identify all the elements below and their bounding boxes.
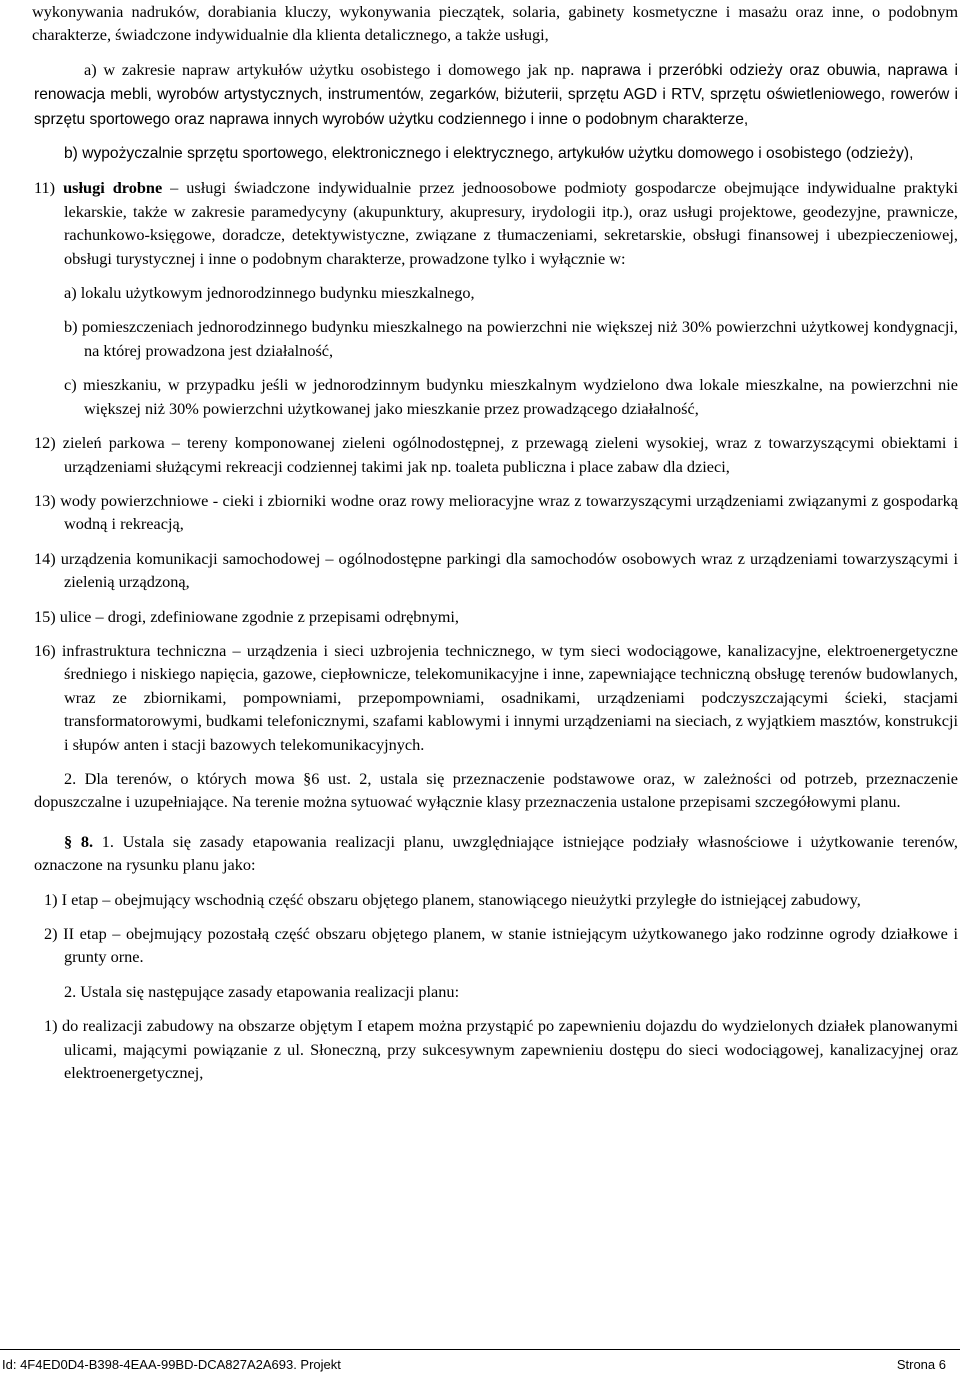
document-body [34,0,958,1084]
list-item-a-repairs-lead: a) w zakresie napraw artykułów użytku osobistego i domowego jak np. [84,59,575,79]
list-item-13-waters: 13) wody powierzchniowe - cieki i zbiorniki wodne oraz rowy melioracyjne wraz z towarzyszącymi urządzeniami związanymi z gospodarką wodną i rekreacją, [34,490,958,534]
list-item-12-park: 12) zieleń parkowa – tereny komponowanej zieleni ogólnodostępnej, z przewagą zieleni wysokiej, wraz z towarzyszącymi obiektami i urządzeniami służącymi rekreacji codziennej takimi jak np. toaleta publiczna i place zabaw dla dzieci, [34,433,958,476]
list-item-11-number: 11) [34,178,64,198]
paragraph-section-2: 2. Dla terenów, o których mowa §6 ust. 2, ustala się przeznaczenie podstawowe oraz, w zależności od potrzeb, przeznaczenie dopuszczalne i uzupełniające. Na terenie można sytuować wyłącznie klasy przeznaczenia ustalone przepisami szczegółowymi planu. [34,768,958,812]
list-item-14-parking: 14) urządzenia komunikacji samochodowej – ogólnodostępne parkingi dla samochodów osobowych wraz z urządzeniami towarzyszącymi i zielenią urządzoną, [34,548,958,592]
section-8-heading: § 8. [64,831,94,851]
list-item-b-rentals: b) wypożyczalnie sprzętu sportowego, elektronicznego i elektrycznego, artykułów użytku domowego i osobistego (odzieży), [64,145,914,163]
list-item-11-text: – usługi świadczone indywidualnie przez jednoosobowe podmioty gospodarcze obejmujące indywidualne praktyki lekarskie, także w zakresie paramedycyny (akupunktury, akupresury, irydologii itp.), oraz usługi projektowe, geodezyjne, prawnicze, rachunkowo-księgowe, doradcze, detektywistyczne, związane z tłumaczeniami, sekretarskie, obsługi finansowej i ubezpieczeniowej, obsługi turystycznej i inne o podobnym charakterze, prowadzone tylko i wyłącznie w: [64,178,959,268]
list-item-rule-1: 1) do realizacji zabudowy na obszarze objętym I etapem można przystąpić po zapewnieniu dojazdu do wydzielonych działek planowanymi ulicami, mającymi powiązanie z ul. Słoneczną, przy sukcesywnym zapewnieniu dostępu do sieci wodociągowej, kanalizacyjnej oraz elektroenergetycznej, [44,1016,958,1083]
list-item-15-streets: 15) ulice – drogi, zdefiniowane zgodnie z przepisami odrębnymi, [34,606,459,626]
paragraph-stage-rules: 2. Ustala się następujące zasady etapowania realizacji planu: [64,981,460,1001]
page-number: Strona 6 [896,1357,946,1372]
list-item-11-minor-services [34,176,958,270]
document-id: Id: 4F4ED0D4-B398-4EAA-99BD-DCA827A2A693. Projekt [2,1357,341,1372]
page-footer [0,1349,960,1376]
list-item-11-term: usługi drobne [63,178,163,198]
paragraph-continuation: wykonywania nadruków, dorabiania kluczy, wykonywania pieczątek, solaria, gabinety kosmetyczne i masażu oraz inne, o podobnym charakterze, świadczone indywidualnie dla klienta detalicznego, a także usługi, [32,2,958,45]
section-8-text: 1. Ustala się zasady etapowania realizacji planu, uwzględniające istniejące podziały własnościowe i użytkowanie terenów, oznaczone na rysunku planu jako: [34,831,958,875]
list-item-c-apartment: c) mieszkaniu, w przypadku jeśli w jednorodzinnym budynku mieszkalnym wydzielono dwa lokale mieszkalne, na powierzchni nie większej niż 30% powierzchni użytkowanej jako mieszkanie przez prowadzącego działalność, [64,375,958,418]
list-item-stage-2: 2) II etap – obejmujący pozostałą część obszaru objętego planem, w stanie istniejącym użytkowanego jako rodzinne ogrody działkowe i grunty orne. [44,924,958,967]
list-item-a-local: a) lokalu użytkowym jednorodzinnego budynku mieszkalnego, [64,283,475,303]
list-item-a-repairs [34,58,958,131]
list-item-stage-1: 1) I etap – obejmujący wschodnią część obszaru objętego planem, stanowiącego nieużytki przyległe do istniejącej zabudowy, [44,889,861,909]
list-item-b-rooms: b) pomieszczeniach jednorodzinnego budynku mieszkalnego na powierzchni nie większej niż 30% powierzchni użytkowej kondygnacji, na której prowadzona jest działalność, [64,317,958,360]
list-item-a-repairs-text: naprawa i przeróbki odzieży oraz obuwia, naprawa i renowacja mebli, wyrobów artystycznych, instrumentów, zegarków, biżuterii, sprzętu AGD i RTV, sprzętu oświetleniowego, rowerów i sprzętu sportowego oraz naprawa innych wyrobów użytku codziennego i inne o podobnym charakterze, [34,61,958,128]
paragraph-section-8 [34,830,958,877]
list-item-16-infrastructure: 16) infrastruktura techniczna – urządzenia i sieci uzbrojenia technicznego, w tym sieci wodociągowe, kanalizacyjne, elektroenergetyczne średniego i niskiego napięcia, gazowe, ciepłownicze, telekomunikacyjne i inne, zapewniające techniczną obsługę terenów budowlanych, wraz ze zbiornikami, pompowniami, przepompowniami, osadnikami, urządzeniami podczyszczającymi ścieki, stacjami transformatorowymi, budkami telefonicznymi, szafami kablowymi i innymi urządzeniami na sieciach, z wyjątkiem masztów, konstrukcji i słupów anten i stacji bazowych telekomunikacyjnych. [34,640,958,754]
